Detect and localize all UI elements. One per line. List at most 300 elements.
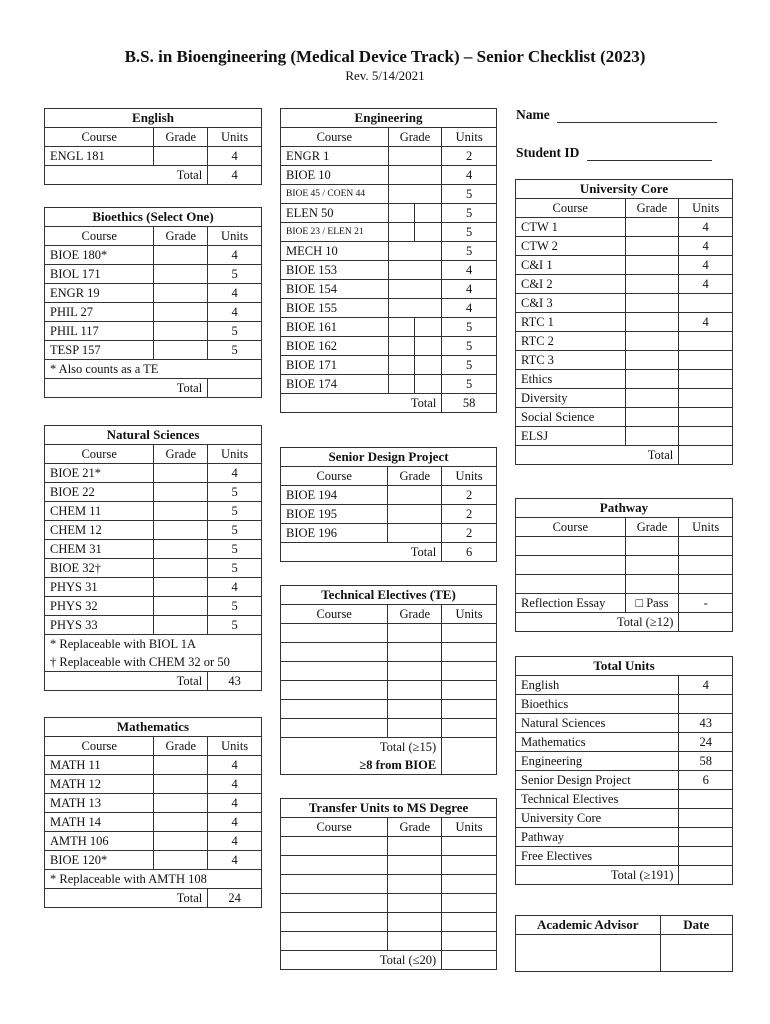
- course-cell[interactable]: [516, 575, 626, 594]
- section-title: Natural Sciences: [45, 426, 262, 445]
- grade-cell[interactable]: [388, 166, 442, 185]
- table-row: [281, 643, 497, 662]
- footnote: † Replaceable with CHEM 32 or 50: [45, 653, 262, 672]
- table-row: [516, 218, 733, 237]
- table-row: [516, 847, 733, 866]
- page-title: B.S. in Bioengineering (Medical Device Track) – Senior Checklist (2023): [124, 47, 646, 66]
- table-row: [45, 851, 262, 870]
- table-row: [281, 875, 497, 894]
- col-units: Units: [442, 605, 497, 624]
- course-cell: BIOE 171: [281, 356, 389, 375]
- total-label: Total (≥15): [281, 738, 442, 757]
- course-cell: BIOE 195: [281, 505, 388, 524]
- table-row: [281, 318, 497, 337]
- grade-cell[interactable]: [625, 237, 679, 256]
- units-cell: 5: [208, 322, 262, 341]
- pass-checkbox[interactable]: □ Pass: [625, 594, 679, 613]
- course-cell[interactable]: [281, 681, 388, 700]
- grade-cell[interactable]: [154, 756, 208, 775]
- table-row: [281, 913, 497, 932]
- english-table: [44, 108, 262, 185]
- course-cell[interactable]: [281, 662, 388, 681]
- total-units-table: [515, 656, 733, 885]
- grade-cell[interactable]: [388, 719, 442, 738]
- col-course: Course: [281, 128, 389, 147]
- table-row: [45, 464, 262, 483]
- table-row: [281, 147, 497, 166]
- student-id-label: Student ID: [516, 145, 580, 160]
- table-row: [45, 322, 262, 341]
- date-field[interactable]: [660, 935, 732, 972]
- units-cell[interactable]: [442, 643, 497, 662]
- course-cell: PHIL 117: [45, 322, 154, 341]
- col-course: Course: [45, 445, 154, 464]
- units-cell[interactable]: [679, 790, 733, 809]
- grade-cell[interactable]: [154, 832, 208, 851]
- units-cell: 4: [679, 313, 733, 332]
- units-cell: 5: [208, 502, 262, 521]
- grade-cell[interactable]: [388, 524, 442, 543]
- grade-cell[interactable]: [388, 913, 442, 932]
- section-title: Bioethics (Select One): [45, 208, 262, 227]
- units-cell[interactable]: [679, 537, 733, 556]
- course-cell: PHYS 33: [45, 616, 154, 635]
- grade-cell[interactable]: [154, 246, 208, 265]
- units-cell: 2: [442, 486, 497, 505]
- grade-cell[interactable]: [625, 408, 679, 427]
- grade-cell[interactable]: [415, 318, 442, 337]
- units-cell: 6: [679, 771, 733, 790]
- table-row: [516, 752, 733, 771]
- units-cell: 5: [208, 597, 262, 616]
- course-cell[interactable]: [281, 719, 388, 738]
- units-cell[interactable]: [679, 847, 733, 866]
- section-title: Pathway: [516, 499, 733, 518]
- units-cell[interactable]: [442, 913, 497, 932]
- table-row: [516, 556, 733, 575]
- table-row: [516, 313, 733, 332]
- col-units: Units: [208, 227, 262, 246]
- units-cell[interactable]: [679, 294, 733, 313]
- total-value[interactable]: [679, 866, 733, 885]
- name-field[interactable]: [516, 107, 717, 123]
- grade-cell[interactable]: [625, 294, 679, 313]
- units-cell[interactable]: [679, 809, 733, 828]
- units-cell: 2: [442, 505, 497, 524]
- table-row: [516, 809, 733, 828]
- name-line[interactable]: [557, 121, 717, 123]
- course-cell: AMTH 106: [45, 832, 154, 851]
- total-value[interactable]: [679, 613, 733, 632]
- units-cell: 5: [442, 356, 497, 375]
- col-grade: Grade: [154, 227, 208, 246]
- units-cell[interactable]: [679, 575, 733, 594]
- grade-cell[interactable]: [388, 624, 442, 643]
- units-cell[interactable]: [442, 719, 497, 738]
- natural-sciences-table: [44, 425, 262, 691]
- col-course: Course: [281, 467, 388, 486]
- table-row: [45, 540, 262, 559]
- grade-cell[interactable]: [388, 837, 442, 856]
- grade-cell[interactable]: [415, 337, 442, 356]
- course-cell[interactable]: [281, 700, 388, 719]
- grade-cell[interactable]: [388, 856, 442, 875]
- section-title: Technical Electives (TE): [281, 586, 497, 605]
- table-row: [45, 246, 262, 265]
- table-row: [516, 695, 733, 714]
- units-cell: 43: [679, 714, 733, 733]
- units-cell[interactable]: [442, 932, 497, 951]
- category-cell: Natural Sciences: [516, 714, 679, 733]
- grade-cell[interactable]: [625, 537, 679, 556]
- units-cell: 4: [442, 280, 497, 299]
- grade-cell[interactable]: [388, 318, 415, 337]
- course-cell[interactable]: [281, 932, 388, 951]
- table-row: [516, 256, 733, 275]
- grade-cell[interactable]: [415, 204, 442, 223]
- units-cell: 4: [208, 147, 262, 166]
- grade-cell[interactable]: [154, 775, 208, 794]
- pathway-table: [515, 498, 733, 632]
- course-cell: BIOE 194: [281, 486, 388, 505]
- units-cell: 4: [208, 578, 262, 597]
- grade-cell[interactable]: [388, 486, 442, 505]
- course-cell: BIOE 22: [45, 483, 154, 502]
- col-course: Course: [45, 128, 154, 147]
- course-cell: Ethics: [516, 370, 626, 389]
- total-label: Total (≥191): [516, 866, 679, 885]
- table-row: [281, 375, 497, 394]
- col-grade: Grade: [388, 818, 442, 837]
- table-row: [45, 775, 262, 794]
- course-cell: C&I 3: [516, 294, 626, 313]
- category-cell: Senior Design Project: [516, 771, 679, 790]
- table-row: [45, 303, 262, 322]
- student-id-line[interactable]: [587, 159, 712, 161]
- course-cell[interactable]: [281, 856, 388, 875]
- grade-cell[interactable]: [154, 284, 208, 303]
- grade-cell[interactable]: [388, 505, 442, 524]
- grade-cell[interactable]: [154, 559, 208, 578]
- grade-cell[interactable]: [625, 275, 679, 294]
- grade-cell[interactable]: [154, 521, 208, 540]
- total-label: Total (≥12): [516, 613, 679, 632]
- table-row: [516, 676, 733, 695]
- footnote: * Also counts as a TE: [45, 360, 262, 379]
- university-core-table: [515, 179, 733, 465]
- units-cell: 5: [208, 559, 262, 578]
- table-row: [516, 594, 733, 613]
- course-cell: BIOE 162: [281, 337, 389, 356]
- total-value[interactable]: [208, 379, 262, 398]
- grade-cell[interactable]: [154, 616, 208, 635]
- grade-cell[interactable]: [625, 256, 679, 275]
- total-value[interactable]: [442, 738, 497, 775]
- course-cell: Diversity: [516, 389, 626, 408]
- course-cell: BIOL 171: [45, 265, 154, 284]
- total-value: 4: [208, 166, 262, 185]
- course-cell: CHEM 31: [45, 540, 154, 559]
- grade-cell[interactable]: [388, 185, 442, 204]
- course-cell: RTC 1: [516, 313, 626, 332]
- advisor-signature-field[interactable]: [516, 935, 661, 972]
- table-row: [45, 597, 262, 616]
- course-cell: MATH 14: [45, 813, 154, 832]
- table-row: [281, 299, 497, 318]
- course-cell: PHIL 27: [45, 303, 154, 322]
- course-cell: PHYS 32: [45, 597, 154, 616]
- table-row: [45, 794, 262, 813]
- table-row: [281, 280, 497, 299]
- grade-cell[interactable]: [154, 502, 208, 521]
- table-row: [516, 771, 733, 790]
- table-row: [45, 341, 262, 360]
- table-row: [281, 932, 497, 951]
- grade-cell[interactable]: [388, 204, 415, 223]
- grade-cell[interactable]: [154, 303, 208, 322]
- course-cell: BIOE 174: [281, 375, 389, 394]
- total-value: 24: [208, 889, 262, 908]
- grade-cell[interactable]: [625, 427, 679, 446]
- units-cell: 4: [208, 246, 262, 265]
- grade-cell[interactable]: [154, 265, 208, 284]
- units-cell: 4: [679, 237, 733, 256]
- col-course: Course: [45, 737, 154, 756]
- grade-cell[interactable]: [154, 540, 208, 559]
- course-cell[interactable]: [281, 875, 388, 894]
- col-units: Units: [208, 445, 262, 464]
- course-cell: BIOE 21*: [45, 464, 154, 483]
- total-label: Total: [516, 446, 679, 465]
- table-row: [45, 502, 262, 521]
- grade-cell[interactable]: [415, 375, 442, 394]
- units-cell[interactable]: [679, 695, 733, 714]
- table-row: [281, 524, 497, 543]
- section-title: Engineering: [281, 109, 497, 128]
- grade-cell[interactable]: [625, 370, 679, 389]
- senior-design-table: [280, 447, 497, 562]
- grade-cell[interactable]: [388, 223, 415, 242]
- units-cell: 5: [208, 265, 262, 284]
- units-cell[interactable]: [442, 624, 497, 643]
- units-cell: 5: [442, 185, 497, 204]
- units-cell[interactable]: [679, 332, 733, 351]
- course-cell[interactable]: [516, 556, 626, 575]
- grade-cell[interactable]: [388, 662, 442, 681]
- units-cell: 2: [442, 524, 497, 543]
- transfer-units-table: [280, 798, 497, 970]
- table-row: [281, 242, 497, 261]
- units-cell: 4: [208, 851, 262, 870]
- grade-cell[interactable]: [154, 341, 208, 360]
- course-cell: BIOE 154: [281, 280, 389, 299]
- course-cell: BIOE 155: [281, 299, 389, 318]
- grade-cell[interactable]: [625, 575, 679, 594]
- col-grade: Grade: [154, 445, 208, 464]
- grade-cell[interactable]: [154, 147, 208, 166]
- table-row: [281, 505, 497, 524]
- table-row: [45, 813, 262, 832]
- total-label: Total: [281, 394, 442, 413]
- course-cell: ENGR 1: [281, 147, 389, 166]
- units-cell: 4: [679, 275, 733, 294]
- table-row: [45, 616, 262, 635]
- category-cell: Technical Electives: [516, 790, 679, 809]
- col-units: Units: [679, 518, 733, 537]
- grade-cell[interactable]: [154, 464, 208, 483]
- units-cell: 5: [442, 223, 497, 242]
- units-cell[interactable]: [679, 389, 733, 408]
- units-cell: 4: [208, 775, 262, 794]
- units-cell[interactable]: [679, 427, 733, 446]
- units-cell: 5: [442, 375, 497, 394]
- col-grade: Grade: [388, 467, 442, 486]
- category-cell: University Core: [516, 809, 679, 828]
- units-cell[interactable]: [442, 875, 497, 894]
- category-cell: Mathematics: [516, 733, 679, 752]
- units-cell: 2: [442, 147, 497, 166]
- grade-cell[interactable]: [388, 643, 442, 662]
- units-cell: 4: [208, 832, 262, 851]
- grade-cell[interactable]: [388, 147, 442, 166]
- total-value[interactable]: [442, 951, 497, 970]
- grade-cell[interactable]: [154, 851, 208, 870]
- total-value: 6: [442, 543, 497, 562]
- units-cell[interactable]: [679, 408, 733, 427]
- units-cell: 4: [679, 256, 733, 275]
- total-label: Total: [45, 889, 208, 908]
- units-cell[interactable]: [679, 828, 733, 847]
- category-cell: Pathway: [516, 828, 679, 847]
- grade-cell[interactable]: [625, 313, 679, 332]
- course-cell: BIOE 32†: [45, 559, 154, 578]
- units-cell: 4: [208, 813, 262, 832]
- bioethics-table: [44, 207, 262, 398]
- table-row: [516, 370, 733, 389]
- course-cell[interactable]: [281, 913, 388, 932]
- col-units: Units: [679, 199, 733, 218]
- units-cell[interactable]: [442, 681, 497, 700]
- grade-cell[interactable]: [388, 681, 442, 700]
- grade-cell[interactable]: [625, 218, 679, 237]
- grade-cell[interactable]: [388, 299, 442, 318]
- units-cell[interactable]: [442, 856, 497, 875]
- table-row: [281, 337, 497, 356]
- grade-cell[interactable]: [415, 223, 442, 242]
- grade-cell[interactable]: [625, 351, 679, 370]
- course-cell[interactable]: [281, 837, 388, 856]
- units-cell[interactable]: [442, 837, 497, 856]
- table-row: [516, 351, 733, 370]
- units-cell: 4: [679, 218, 733, 237]
- course-cell: CHEM 12: [45, 521, 154, 540]
- grade-cell[interactable]: [625, 332, 679, 351]
- total-label: Total: [45, 379, 208, 398]
- units-cell: 4: [208, 756, 262, 775]
- revision-date: Rev. 5/14/2021: [345, 68, 425, 83]
- grade-cell[interactable]: [154, 578, 208, 597]
- grade-cell[interactable]: [388, 280, 442, 299]
- grade-cell[interactable]: [625, 389, 679, 408]
- course-cell[interactable]: [281, 894, 388, 913]
- grade-cell[interactable]: [415, 356, 442, 375]
- grade-cell[interactable]: [388, 242, 442, 261]
- course-cell: C&I 2: [516, 275, 626, 294]
- grade-cell[interactable]: [388, 894, 442, 913]
- student-id-field[interactable]: [516, 145, 712, 161]
- grade-cell[interactable]: [154, 322, 208, 341]
- grade-cell[interactable]: [388, 337, 415, 356]
- grade-cell[interactable]: [388, 356, 415, 375]
- table-row: [45, 832, 262, 851]
- units-cell[interactable]: [679, 556, 733, 575]
- grade-cell[interactable]: [388, 375, 415, 394]
- units-cell[interactable]: [442, 700, 497, 719]
- course-cell: CTW 2: [516, 237, 626, 256]
- section-title: English: [45, 109, 262, 128]
- units-cell: 4: [442, 299, 497, 318]
- total-label: Total: [45, 166, 208, 185]
- col-grade: Grade: [625, 199, 679, 218]
- grade-cell[interactable]: [154, 483, 208, 502]
- course-cell: C&I 1: [516, 256, 626, 275]
- course-cell: BIOE 196: [281, 524, 388, 543]
- course-cell[interactable]: [516, 537, 626, 556]
- course-cell: BIOE 153: [281, 261, 389, 280]
- grade-cell[interactable]: [625, 556, 679, 575]
- col-units: Units: [442, 128, 497, 147]
- units-cell[interactable]: [442, 662, 497, 681]
- footnote: * Replaceable with BIOL 1A: [45, 635, 262, 654]
- table-row: [516, 275, 733, 294]
- grade-cell[interactable]: [388, 700, 442, 719]
- units-cell: -: [679, 594, 733, 613]
- technical-electives-table: [280, 585, 497, 775]
- units-cell[interactable]: [679, 370, 733, 389]
- course-cell[interactable]: [281, 624, 388, 643]
- total-value[interactable]: [679, 446, 733, 465]
- units-cell: 5: [442, 337, 497, 356]
- course-cell: BIOE 10: [281, 166, 389, 185]
- total-label: Total: [281, 543, 442, 562]
- total-value: 58: [442, 394, 497, 413]
- grade-cell[interactable]: [388, 875, 442, 894]
- units-cell[interactable]: [679, 351, 733, 370]
- units-cell: 5: [208, 540, 262, 559]
- engineering-table: [280, 108, 497, 413]
- course-cell[interactable]: [281, 643, 388, 662]
- grade-cell[interactable]: [154, 597, 208, 616]
- section-title: Total Units: [516, 657, 733, 676]
- table-row: [45, 578, 262, 597]
- grade-cell[interactable]: [154, 813, 208, 832]
- grade-cell[interactable]: [154, 794, 208, 813]
- grade-cell[interactable]: [388, 932, 442, 951]
- table-row: [281, 837, 497, 856]
- units-cell: 5: [442, 242, 497, 261]
- course-cell: Social Science: [516, 408, 626, 427]
- table-row: [281, 624, 497, 643]
- table-row: [45, 147, 262, 166]
- table-row: [516, 537, 733, 556]
- units-cell[interactable]: [442, 894, 497, 913]
- table-row: [516, 389, 733, 408]
- course-cell: ENGR 19: [45, 284, 154, 303]
- units-cell: 4: [208, 303, 262, 322]
- table-row: [516, 332, 733, 351]
- course-cell: MATH 12: [45, 775, 154, 794]
- grade-cell[interactable]: [388, 261, 442, 280]
